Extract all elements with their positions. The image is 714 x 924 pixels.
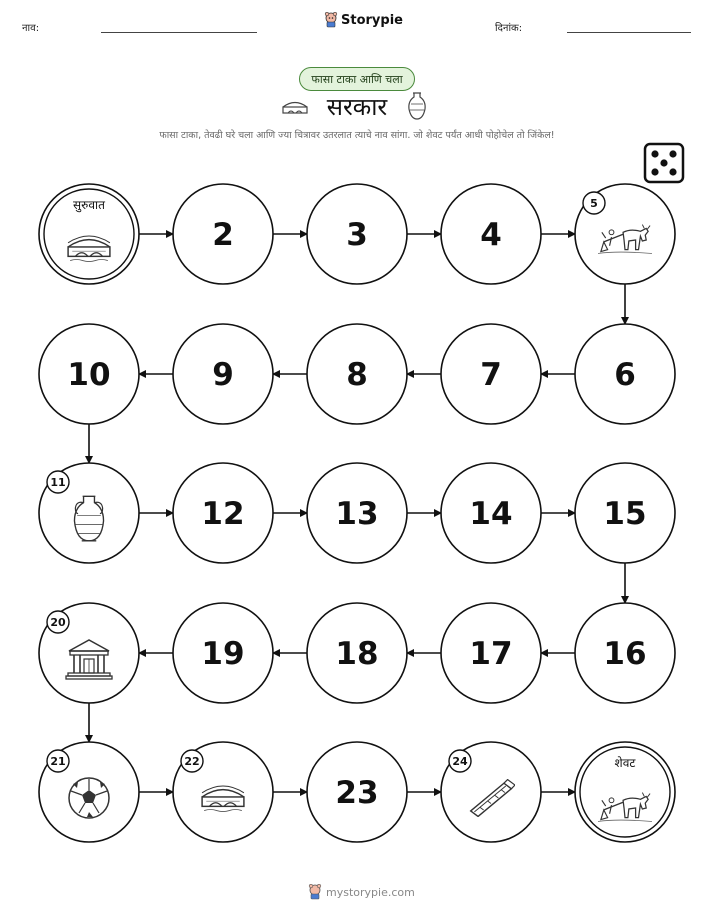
instructions-text: फासा टाका, तेवढी घरे चला आणि ज्या चित्रावर उतरलात त्याचे नाव सांगा. जो शेवट पर्यंत आधी पोहोचेल तो जिंकेल! (159, 130, 555, 141)
board-cell-12[interactable] (173, 463, 273, 563)
start-label: सुरुवात (73, 198, 105, 212)
board-cell-7[interactable] (441, 324, 541, 424)
activity-tag: फासा टाका आणि चला (299, 67, 415, 91)
end-label: शेवट (614, 756, 636, 770)
cell-number: 12 (201, 496, 245, 532)
board-cell-11[interactable] (39, 463, 139, 563)
cell-number: 8 (346, 357, 368, 393)
cell-number: 2 (212, 217, 234, 253)
cell-number: 6 (614, 357, 636, 393)
board-cell-22[interactable] (173, 742, 273, 842)
board-cell-2[interactable] (173, 184, 273, 284)
cell-number: 15 (603, 496, 647, 532)
cell-number: 5 (590, 197, 598, 210)
footer-mascot-icon (308, 884, 322, 900)
cell-number: 4 (480, 217, 502, 253)
cell-number: 19 (201, 636, 245, 672)
board-cell-24[interactable] (441, 742, 541, 842)
cell-number: 22 (184, 755, 200, 768)
cell-number: 17 (469, 636, 513, 672)
cell-number: 13 (335, 496, 379, 532)
board-cell-14[interactable] (441, 463, 541, 563)
cell-number: 11 (50, 476, 66, 489)
board-cell-17[interactable] (441, 603, 541, 703)
cell-number: 9 (212, 357, 234, 393)
cell-number: 14 (469, 496, 513, 532)
date-label: दिनांक: (495, 23, 523, 34)
board-cell-5[interactable] (575, 184, 675, 284)
board-cell-3[interactable] (307, 184, 407, 284)
board-cell-15[interactable] (575, 463, 675, 563)
board-cell-19[interactable] (173, 603, 273, 703)
board-cell-16[interactable] (575, 603, 675, 703)
cell-number: 18 (335, 636, 379, 672)
cell-number: 21 (50, 755, 66, 768)
cell-number: 7 (480, 357, 502, 393)
board-cell-10[interactable] (39, 324, 139, 424)
cell-number: 16 (603, 636, 647, 672)
footer-url[interactable]: mystorypie.com (326, 885, 415, 899)
board-cell-21[interactable] (39, 742, 139, 842)
page-title: सरकार (326, 93, 388, 121)
brand-name: Storypie (341, 12, 403, 28)
board-cell-18[interactable] (307, 603, 407, 703)
board-cell-23[interactable] (307, 742, 407, 842)
board-cell-4[interactable] (441, 184, 541, 284)
board-cell-1[interactable] (39, 184, 139, 284)
footer (308, 884, 415, 900)
board-cell-20[interactable] (39, 603, 139, 703)
board-cell-8[interactable] (307, 324, 407, 424)
board-cell-25[interactable] (575, 742, 675, 842)
board-cell-9[interactable] (173, 324, 273, 424)
cell-number: 3 (346, 217, 368, 253)
board-cell-13[interactable] (307, 463, 407, 563)
board-cell-6[interactable] (575, 324, 675, 424)
name-label: नाव: (22, 23, 40, 34)
cell-number: 20 (50, 616, 66, 629)
cell-number: 23 (335, 775, 379, 811)
cell-number: 10 (67, 357, 111, 393)
cell-number: 24 (452, 755, 468, 768)
